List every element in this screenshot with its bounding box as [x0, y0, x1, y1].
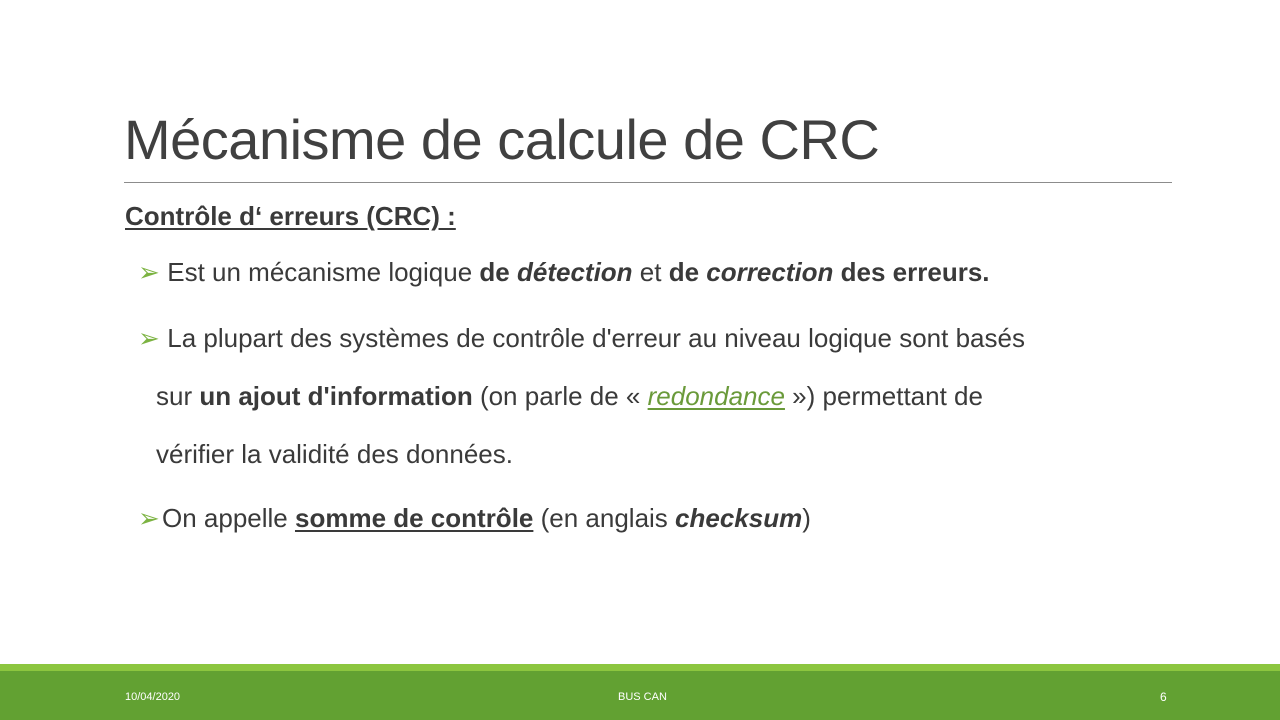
bullet-item-1 [138, 243, 990, 301]
footer-title: BUS CAN [618, 691, 667, 703]
bullet-1-detection: détection [516, 257, 633, 287]
bullet-2-permettant: ») permettant de [784, 381, 983, 411]
bullet-2-line-2 [138, 367, 1138, 425]
redondance-link[interactable]: redondance [647, 381, 785, 411]
bullet-1-et: et [632, 257, 669, 287]
bullet-1-text: Est un mécanisme logique [167, 257, 480, 287]
slide-number: 6 [1160, 690, 1167, 704]
bullet-3-on-appelle: On appelle [162, 503, 295, 533]
bullet-2-sur: sur [156, 381, 200, 411]
bullet-3-en-anglais: (en anglais [533, 503, 676, 533]
footer-date: 10/04/2020 [125, 691, 181, 703]
bullet-1-correction: correction [706, 257, 834, 287]
bullet-3-close: ) [802, 503, 811, 533]
bullet-1-des-erreurs: des erreurs. [833, 257, 990, 287]
bullet-1-bold-de: de [479, 257, 517, 287]
arrow-bullet-icon: ➢ [138, 503, 160, 533]
bullet-2-on-parle: (on parle de « [472, 381, 648, 411]
bullet-item-3 [138, 489, 811, 547]
bullet-2-ajout-information: un ajout d'information [199, 381, 473, 411]
arrow-bullet-icon: ➢ [138, 323, 160, 353]
bullet-3-checksum: checksum [675, 503, 803, 533]
bullet-3-somme-de-controle: somme de contrôle [294, 503, 534, 533]
bullet-item-2 [138, 309, 1138, 483]
bullet-2-line-3: vérifier la validité des données. [156, 439, 513, 469]
slide-title: Mécanisme de calcule de CRC [124, 108, 880, 171]
section-heading: Contrôle d‘ erreurs (CRC) : [125, 201, 456, 231]
bullet-2-line-1: La plupart des systèmes de contrôle d'erreur au niveau logique sont basés [167, 323, 1025, 353]
title-divider [124, 182, 1172, 183]
bullet-1-bold-de-2: de [668, 257, 707, 287]
arrow-bullet-icon: ➢ [138, 257, 160, 287]
